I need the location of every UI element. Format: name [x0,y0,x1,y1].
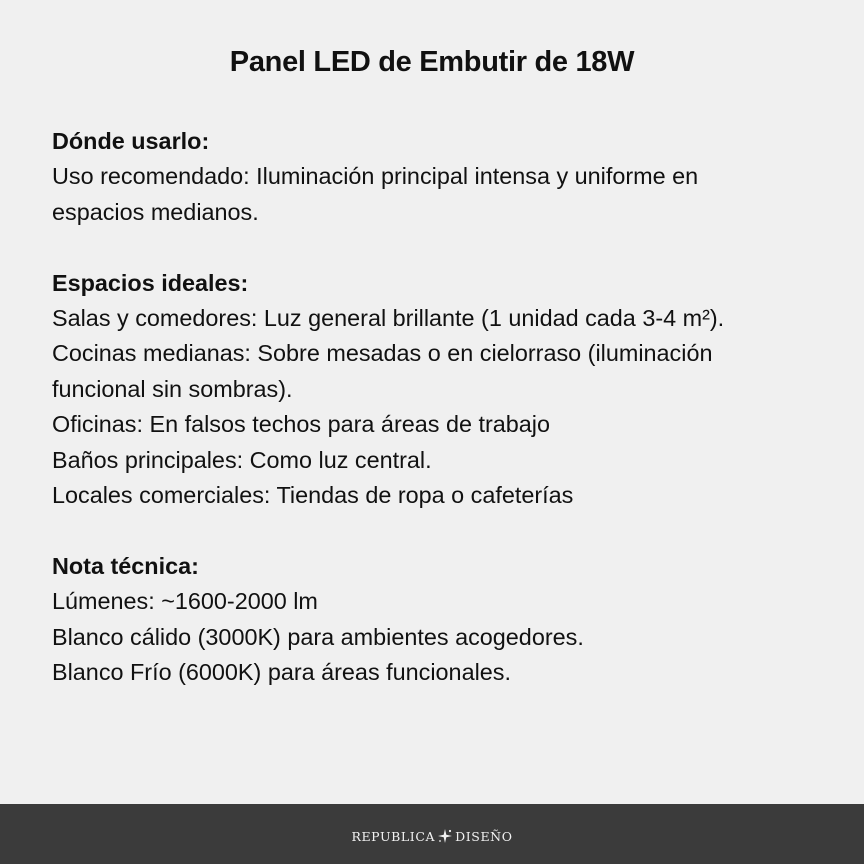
star-sparkle-icon [437,828,453,844]
footer-bar [0,804,864,864]
content [52,124,842,726]
brand-name-right: DISEÑO [455,828,513,844]
page-title: Panel LED de Embutir de 18W [229,46,635,78]
brand-name-left: REPUBLICA [351,828,436,844]
section-ideal-spaces [52,266,842,514]
section-heading: Dónde usarlo: [52,128,210,154]
section-line: funcional sin sombras). [52,375,293,402]
brand-logo [351,828,512,844]
section-technical-note [52,549,842,691]
section-line: Blanco cálido (3000K) para ambientes acogedores. [52,623,584,650]
section-heading: Espacios ideales: [52,269,249,296]
section-line: Blanco Frío (6000K) para áreas funcionales. [52,659,511,686]
section-line: Locales comerciales: Tiendas de ropa o cafeterías [52,482,574,509]
section-heading: Nota técnica: [52,552,199,579]
section-line: Lúmenes: ~1600-2000 lm [52,588,318,615]
section-line: Baños principales: Como luz central. [52,446,432,473]
section-line: Oficinas: En falsos techos para áreas de trabajo [52,411,550,438]
section-line: Uso recomendado: Iluminación principal intensa y uniforme en [52,163,699,190]
section-line: Salas y comedores: Luz general brillante (1 unidad cada 3-4 m²). [52,305,725,332]
section-line: Cocinas medianas: Sobre mesadas o en cielorraso (iluminación [52,340,713,367]
section-line: espacios medianos. [52,198,259,225]
section-where-to-use [52,124,842,230]
